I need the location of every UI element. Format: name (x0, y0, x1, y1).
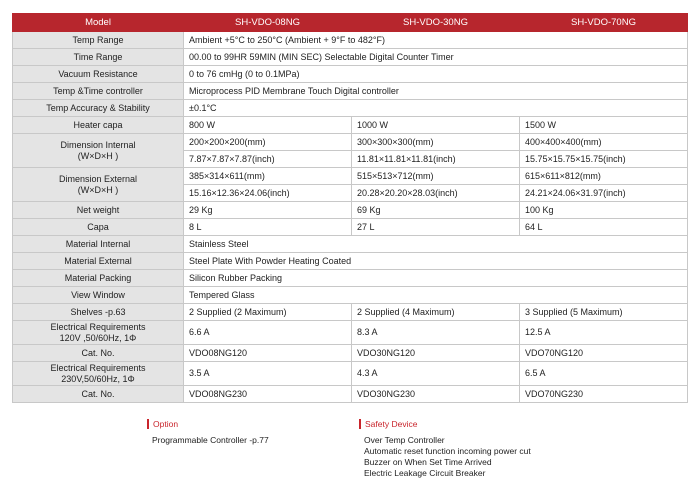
row-label: Temp &Time controller (13, 83, 184, 100)
row-value: 29 Kg (184, 202, 352, 219)
row-value: 2 Supplied (2 Maximum) (184, 304, 352, 321)
row-cat-120 (13, 345, 688, 362)
row-value: VDO08NG120 (184, 345, 352, 362)
row-label: Temp Accuracy & Stability (13, 100, 184, 117)
row-value: Silicon Rubber Packing (184, 270, 688, 287)
row-label: Vacuum Resistance (13, 66, 184, 83)
row-value: 15.16×12.36×24.06(inch) (184, 185, 352, 202)
accent-bar (147, 419, 149, 429)
label-line: 120V ,50/60Hz, 1Φ (59, 332, 137, 343)
option-section (147, 418, 269, 446)
row-heater (13, 117, 688, 134)
row-value: 4.3 A (352, 362, 520, 386)
row-label (13, 362, 184, 386)
row-value: VDO70NG120 (520, 345, 688, 362)
row-value: 800 W (184, 117, 352, 134)
row-label: Material External (13, 253, 184, 270)
row-label (13, 168, 184, 202)
label-line: Electrical Requirements (50, 362, 146, 373)
row-value: 00.00 to 99HR 59MIN (MIN SEC) Selectable Digital Counter Timer (184, 49, 688, 66)
row-material-external (13, 253, 688, 270)
row-value: VDO30NG230 (352, 386, 520, 403)
row-value: Tempered Glass (184, 287, 688, 304)
row-value: Steel Plate With Powder Heating Coated (184, 253, 688, 270)
row-label: Heater capa (13, 117, 184, 134)
row-value: 27 L (352, 219, 520, 236)
option-heading (147, 418, 269, 429)
model-08ng: SH-VDO-08NG (184, 14, 352, 32)
row-label: Time Range (13, 49, 184, 66)
row-electrical-120 (13, 321, 688, 345)
row-value: 11.81×11.81×11.81(inch) (352, 151, 520, 168)
row-value: 2 Supplied (4 Maximum) (352, 304, 520, 321)
row-time-range (13, 49, 688, 66)
safety-item: Buzzer on When Set Time Arrived (364, 457, 492, 467)
row-value: 6.5 A (520, 362, 688, 386)
spec-table (12, 13, 688, 403)
row-temp-range (13, 32, 688, 49)
row-view-window (13, 287, 688, 304)
row-label: Cat. No. (13, 345, 184, 362)
row-label: Cat. No. (13, 386, 184, 403)
row-value: Ambient +5°C to 250°C (Ambient + 9°F to 482°F) (184, 32, 688, 49)
safety-section (359, 418, 531, 479)
row-value: 15.75×15.75×15.75(inch) (520, 151, 688, 168)
row-shelves (13, 304, 688, 321)
row-controller (13, 83, 688, 100)
row-label: Temp Range (13, 32, 184, 49)
row-value: 385×314×611(mm) (184, 168, 352, 185)
option-title: Option (153, 418, 179, 429)
label-line: 230V,50/60Hz, 1Φ (61, 373, 135, 384)
row-label: Capa (13, 219, 184, 236)
accent-bar (359, 419, 361, 429)
row-value: 615×611×812(mm) (520, 168, 688, 185)
row-value: VDO08NG230 (184, 386, 352, 403)
row-material-internal (13, 236, 688, 253)
row-label (13, 321, 184, 345)
row-value: 1500 W (520, 117, 688, 134)
row-value: 3 Supplied (5 Maximum) (520, 304, 688, 321)
row-cat-230 (13, 386, 688, 403)
model-label: Model (13, 14, 184, 32)
row-label: Shelves -p.63 (13, 304, 184, 321)
label-line: (W×D×H ) (77, 184, 119, 195)
label-line: Electrical Requirements (50, 321, 146, 332)
safety-item: Electric Leakage Circuit Breaker (364, 468, 486, 478)
row-value: 300×300×300(mm) (352, 134, 520, 151)
row-value: 3.5 A (184, 362, 352, 386)
row-label (13, 134, 184, 168)
label-line: (W×D×H ) (77, 150, 119, 161)
option-item: Programmable Controller -p.77 (152, 435, 269, 445)
row-value: 515×513×712(mm) (352, 168, 520, 185)
row-value: 6.6 A (184, 321, 352, 345)
row-value: 100 Kg (520, 202, 688, 219)
label-line: Dimension External (58, 173, 138, 184)
row-dim-external-mm (13, 168, 688, 185)
row-material-packing (13, 270, 688, 287)
row-value: 0 to 76 cmHg (0 to 0.1MPa) (184, 66, 688, 83)
row-electrical-230 (13, 362, 688, 386)
row-value: Stainless Steel (184, 236, 688, 253)
row-value: Microprocess PID Membrane Touch Digital controller (184, 83, 688, 100)
row-value: 64 L (520, 219, 688, 236)
model-70ng: SH-VDO-70NG (520, 14, 688, 32)
safety-item: Over Temp Controller (364, 435, 445, 445)
row-value: 12.5 A (520, 321, 688, 345)
row-label: Material Packing (13, 270, 184, 287)
label-line: Dimension Internal (60, 139, 136, 150)
row-value: 1000 W (352, 117, 520, 134)
row-vacuum (13, 66, 688, 83)
row-value: 8 L (184, 219, 352, 236)
row-value: 400×400×400(mm) (520, 134, 688, 151)
row-value: 7.87×7.87×7.87(inch) (184, 151, 352, 168)
row-label: View Window (13, 287, 184, 304)
row-label: Net weight (13, 202, 184, 219)
row-accuracy (13, 100, 688, 117)
row-capa (13, 219, 688, 236)
row-label: Material Internal (13, 236, 184, 253)
row-net-weight (13, 202, 688, 219)
safety-heading (359, 418, 531, 429)
row-value: 8.3 A (352, 321, 520, 345)
safety-title: Safety Device (365, 418, 418, 429)
row-dim-internal-mm (13, 134, 688, 151)
model-30ng: SH-VDO-30NG (352, 14, 520, 32)
row-value: 24.21×24.06×31.97(inch) (520, 185, 688, 202)
safety-item: Automatic reset function incoming power cut (364, 446, 531, 456)
row-value: 69 Kg (352, 202, 520, 219)
row-value: VDO70NG230 (520, 386, 688, 403)
row-value: ±0.1°C (184, 100, 688, 117)
row-value: VDO30NG120 (352, 345, 520, 362)
header-row (13, 14, 688, 32)
row-value: 200×200×200(mm) (184, 134, 352, 151)
row-value: 20.28×20.20×28.03(inch) (352, 185, 520, 202)
